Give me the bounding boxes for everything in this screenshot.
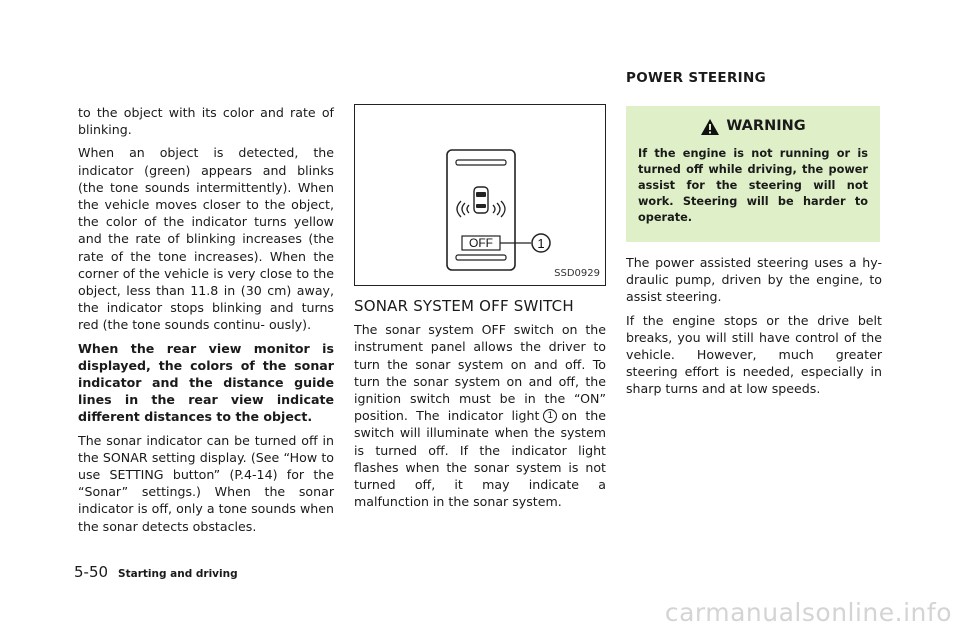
warning-triangle-icon <box>700 118 720 136</box>
paragraph: If the engine stops or the drive belt breaks, you will still have control of the vehicle. However, much greater steering effort is needed, especially in sharp turns and at low speeds. <box>626 312 882 397</box>
warning-box <box>626 106 880 242</box>
paragraph: The power assisted steering uses a hy- draulic pump, driven by the engine, to assist steering. <box>626 255 882 305</box>
page-number: 5-50 <box>74 563 109 581</box>
car-icon <box>474 187 488 213</box>
paragraph: The sonar indicator can be turned off in the SONAR setting display. (See “How to use SETTING button” (P.4-14) for the “Sonar” settings.) When the sonar indicator is off, only a tone sounds when the sonar detects obstacles. <box>78 432 334 534</box>
power-steering-heading: POWER STEERING <box>626 70 766 86</box>
text-span: The sonar system OFF switch on the instrument panel allows the driver to turn the sonar system on and off. To turn the sonar system on and off, the ignition switch must be in the “ON” position. The indicator light <box>354 322 606 424</box>
page-footer <box>74 563 238 581</box>
warning-text: If the engine is not running or is turned off while driving, the power assist for the steering will not work. Steering will be harder to operate. <box>638 147 868 224</box>
footer-section-label: Starting and driving <box>118 568 238 580</box>
paragraph <box>354 321 606 510</box>
switch-off-label: OFF <box>469 236 493 250</box>
marker-1-icon: 1 <box>543 409 557 423</box>
text-span: on the switch will illuminate when the system is turned off. If the indicator light flashes when the sonar system is not turned off, it may indicate a malfunction in the sonar system. <box>354 408 607 510</box>
right-column <box>626 106 882 404</box>
bold-paragraph: When the rear view monitor is displayed, the colors of the sonar indicator and the distance guide lines in the rear view indicate different distances to the object. <box>78 340 334 425</box>
paragraph: to the object with its color and rate of blinking. <box>78 105 334 138</box>
warning-title: WARNING <box>726 118 806 135</box>
sonar-off-switch-illustration <box>355 105 605 285</box>
warning-header <box>638 118 868 136</box>
callout-number: 1 <box>537 236 545 251</box>
watermark: carmanualsonline.info <box>664 598 952 627</box>
middle-column <box>354 104 606 516</box>
switch-figure <box>354 104 606 286</box>
section-title: SONAR SYSTEM OFF SWITCH <box>354 297 574 315</box>
figure-code: SSD0929 <box>554 267 600 279</box>
left-column <box>78 104 334 541</box>
paragraph: When an object is detected, the indicator (green) appears and blinks (the tone sounds intermittently). When the vehicle moves closer to the object, the color of the indicator turns yellow and the rate of blinking increases (the rate of the tone increases). When the corner of the vehicle is very close to the object, less than 11.8 in (30 cm) away, the indicator stops blinking and turns red (the tone sounds continu- ously). <box>78 145 334 333</box>
